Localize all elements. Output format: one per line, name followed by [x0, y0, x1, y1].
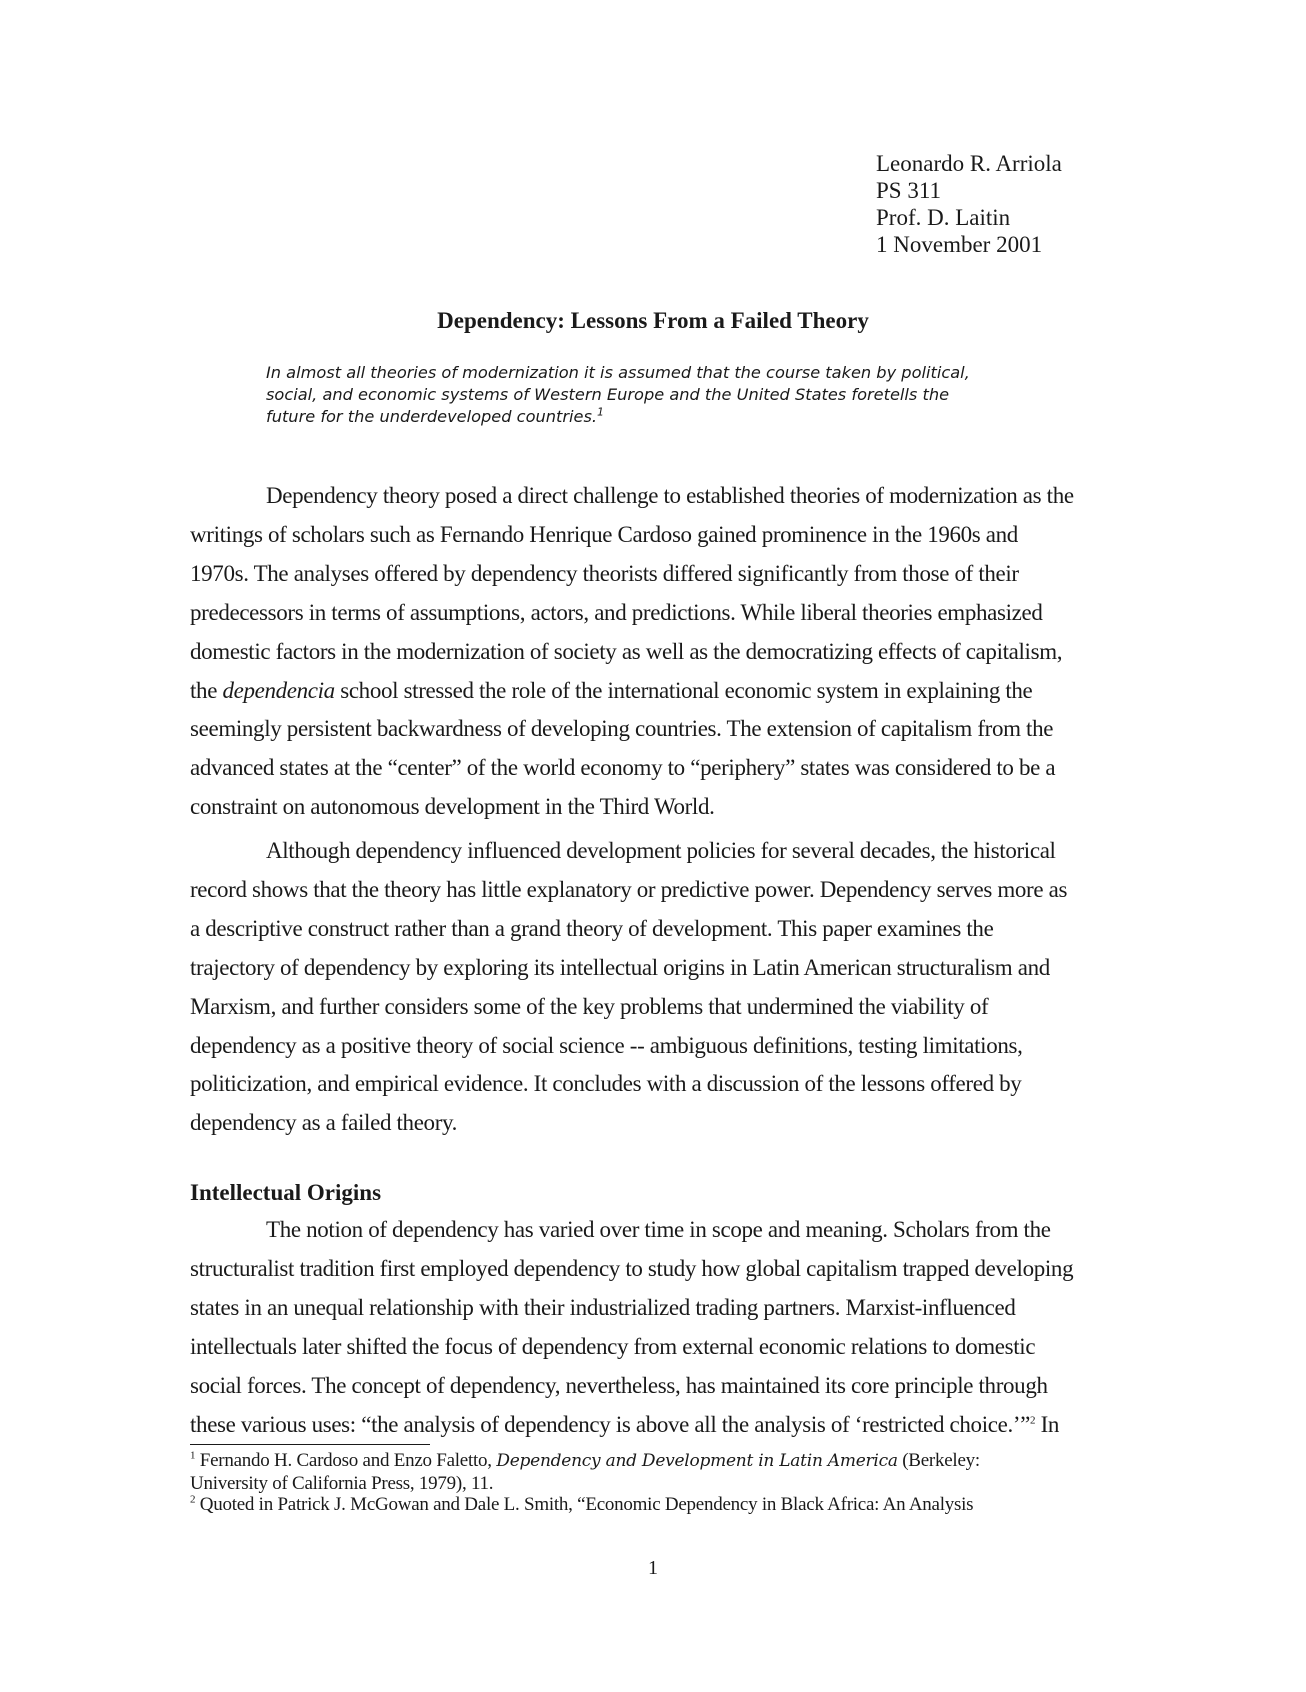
course-code: PS 311: [876, 178, 941, 203]
footnotes: [190, 1450, 1120, 1516]
text-line: The notion of dependency has varied over time in scope and meaning. Scholars from the: [266, 1217, 1051, 1242]
text-segment: these various uses: “the analysis of dependency is above all the analysis of ‘restricted choice.’”: [190, 1411, 1031, 1437]
epigraph-line: [266, 406, 1056, 428]
text-line: social forces. The concept of dependency, nevertheless, has maintained its core principle through: [190, 1372, 1048, 1398]
footnote-2: [190, 1494, 1120, 1516]
italic-term: dependencia: [222, 677, 335, 703]
text-line: domestic factors in the modernization of society as well as the democratizing effects of capitalism,: [190, 638, 1063, 664]
footnote-text: Quoted in Patrick J. McGowan and Dale L. Smith, “Economic Dependency in Black Africa: An Analysis: [195, 1494, 974, 1515]
footnote-number: 2: [190, 1493, 196, 1506]
text-line: structuralist tradition first employed dependency to study how global capitalism trapped developing: [190, 1255, 1074, 1281]
author-name: Leonardo R. Arriola: [876, 151, 1062, 176]
text-line: predecessors in terms of assumptions, actors, and predictions. While liberal theories emphasized: [190, 599, 1043, 625]
epigraph-line: social, and economic systems of Western Europe and the United States foretells the: [266, 385, 950, 404]
footnote-marker: 1: [597, 405, 605, 419]
text-line: politicization, and empirical evidence. It concludes with a discussion of the lessons offered by: [190, 1071, 1022, 1097]
text-line: dependency as a positive theory of social science -- ambiguous definitions, testing limitations,: [190, 1032, 1023, 1058]
epigraph-line: In almost all theories of modernization it is assumed that the course taken by political,: [266, 363, 970, 382]
text-line: Although dependency influenced development policies for several decades, the historical: [266, 838, 1056, 863]
text-line: seemingly persistent backwardness of developing countries. The extension of capitalism from the: [190, 716, 1054, 742]
text-line: record shows that the theory has little explanatory or predictive power. Dependency serves more as: [190, 876, 1068, 902]
paper-date: 1 November 2001: [876, 232, 1043, 257]
text-line: writings of scholars such as Fernando Henrique Cardoso gained prominence in the 1960s and: [190, 521, 1018, 547]
author-header: [876, 150, 1062, 258]
text-line: Dependency theory posed a direct challenge to established theories of modernization as the: [266, 483, 1074, 508]
text-segment: In: [1035, 1411, 1060, 1437]
text-line: a descriptive construct rather than a grand theory of development. This paper examines the: [190, 915, 994, 941]
professor-name: Prof. D. Laitin: [876, 205, 1011, 230]
epigraph: [266, 362, 1056, 428]
footnote-text: (Berkeley:: [897, 1450, 980, 1471]
footnote-text: Fernando H. Cardoso and Enzo Faletto,: [195, 1450, 497, 1471]
footnote-separator: [190, 1444, 430, 1445]
footnote-number: 1: [190, 1449, 196, 1462]
paragraph-intro: [190, 477, 1110, 827]
text-line: 1970s. The analyses offered by dependency theorists differed significantly from those of their: [190, 560, 1019, 586]
paragraph-origins: [190, 1211, 1110, 1444]
footnote-1-continued: University of California Press, 1979), 11.: [190, 1472, 494, 1494]
text-line: intellectuals later shifted the focus of dependency from external economic relations to domestic: [190, 1333, 1036, 1359]
text-line: states in an unequal relationship with their industrialized trading partners. Marxist-influenced: [190, 1294, 1016, 1320]
text-line: [190, 1406, 1110, 1445]
text-line: trajectory of dependency by exploring its intellectual origins in Latin American structuralism and: [190, 954, 1050, 980]
paper-title: Dependency: Lessons From a Failed Theory: [437, 308, 869, 333]
book-title: Dependency and Development in Latin America: [496, 1451, 898, 1471]
section-heading: Intellectual Origins: [190, 1180, 382, 1205]
footnote-1: [190, 1450, 1120, 1473]
epigraph-text: future for the underdeveloped countries.: [266, 407, 598, 426]
text-line: advanced states at the “center” of the world economy to “periphery” states was considered to be a: [190, 755, 1056, 781]
paragraph-thesis: [190, 832, 1110, 1143]
text-line: Marxism, and further considers some of the key problems that undermined the viability of: [190, 993, 989, 1019]
footnote-marker: 2: [1030, 1413, 1036, 1426]
text-line: constraint on autonomous development in the Third World.: [190, 794, 715, 820]
page-number: 1: [648, 1557, 658, 1579]
text-line: [190, 672, 1110, 711]
text-line: dependency as a failed theory.: [190, 1110, 458, 1136]
text-segment: the: [190, 677, 223, 703]
text-segment: school stressed the role of the international economic system in explaining the: [334, 677, 1033, 703]
